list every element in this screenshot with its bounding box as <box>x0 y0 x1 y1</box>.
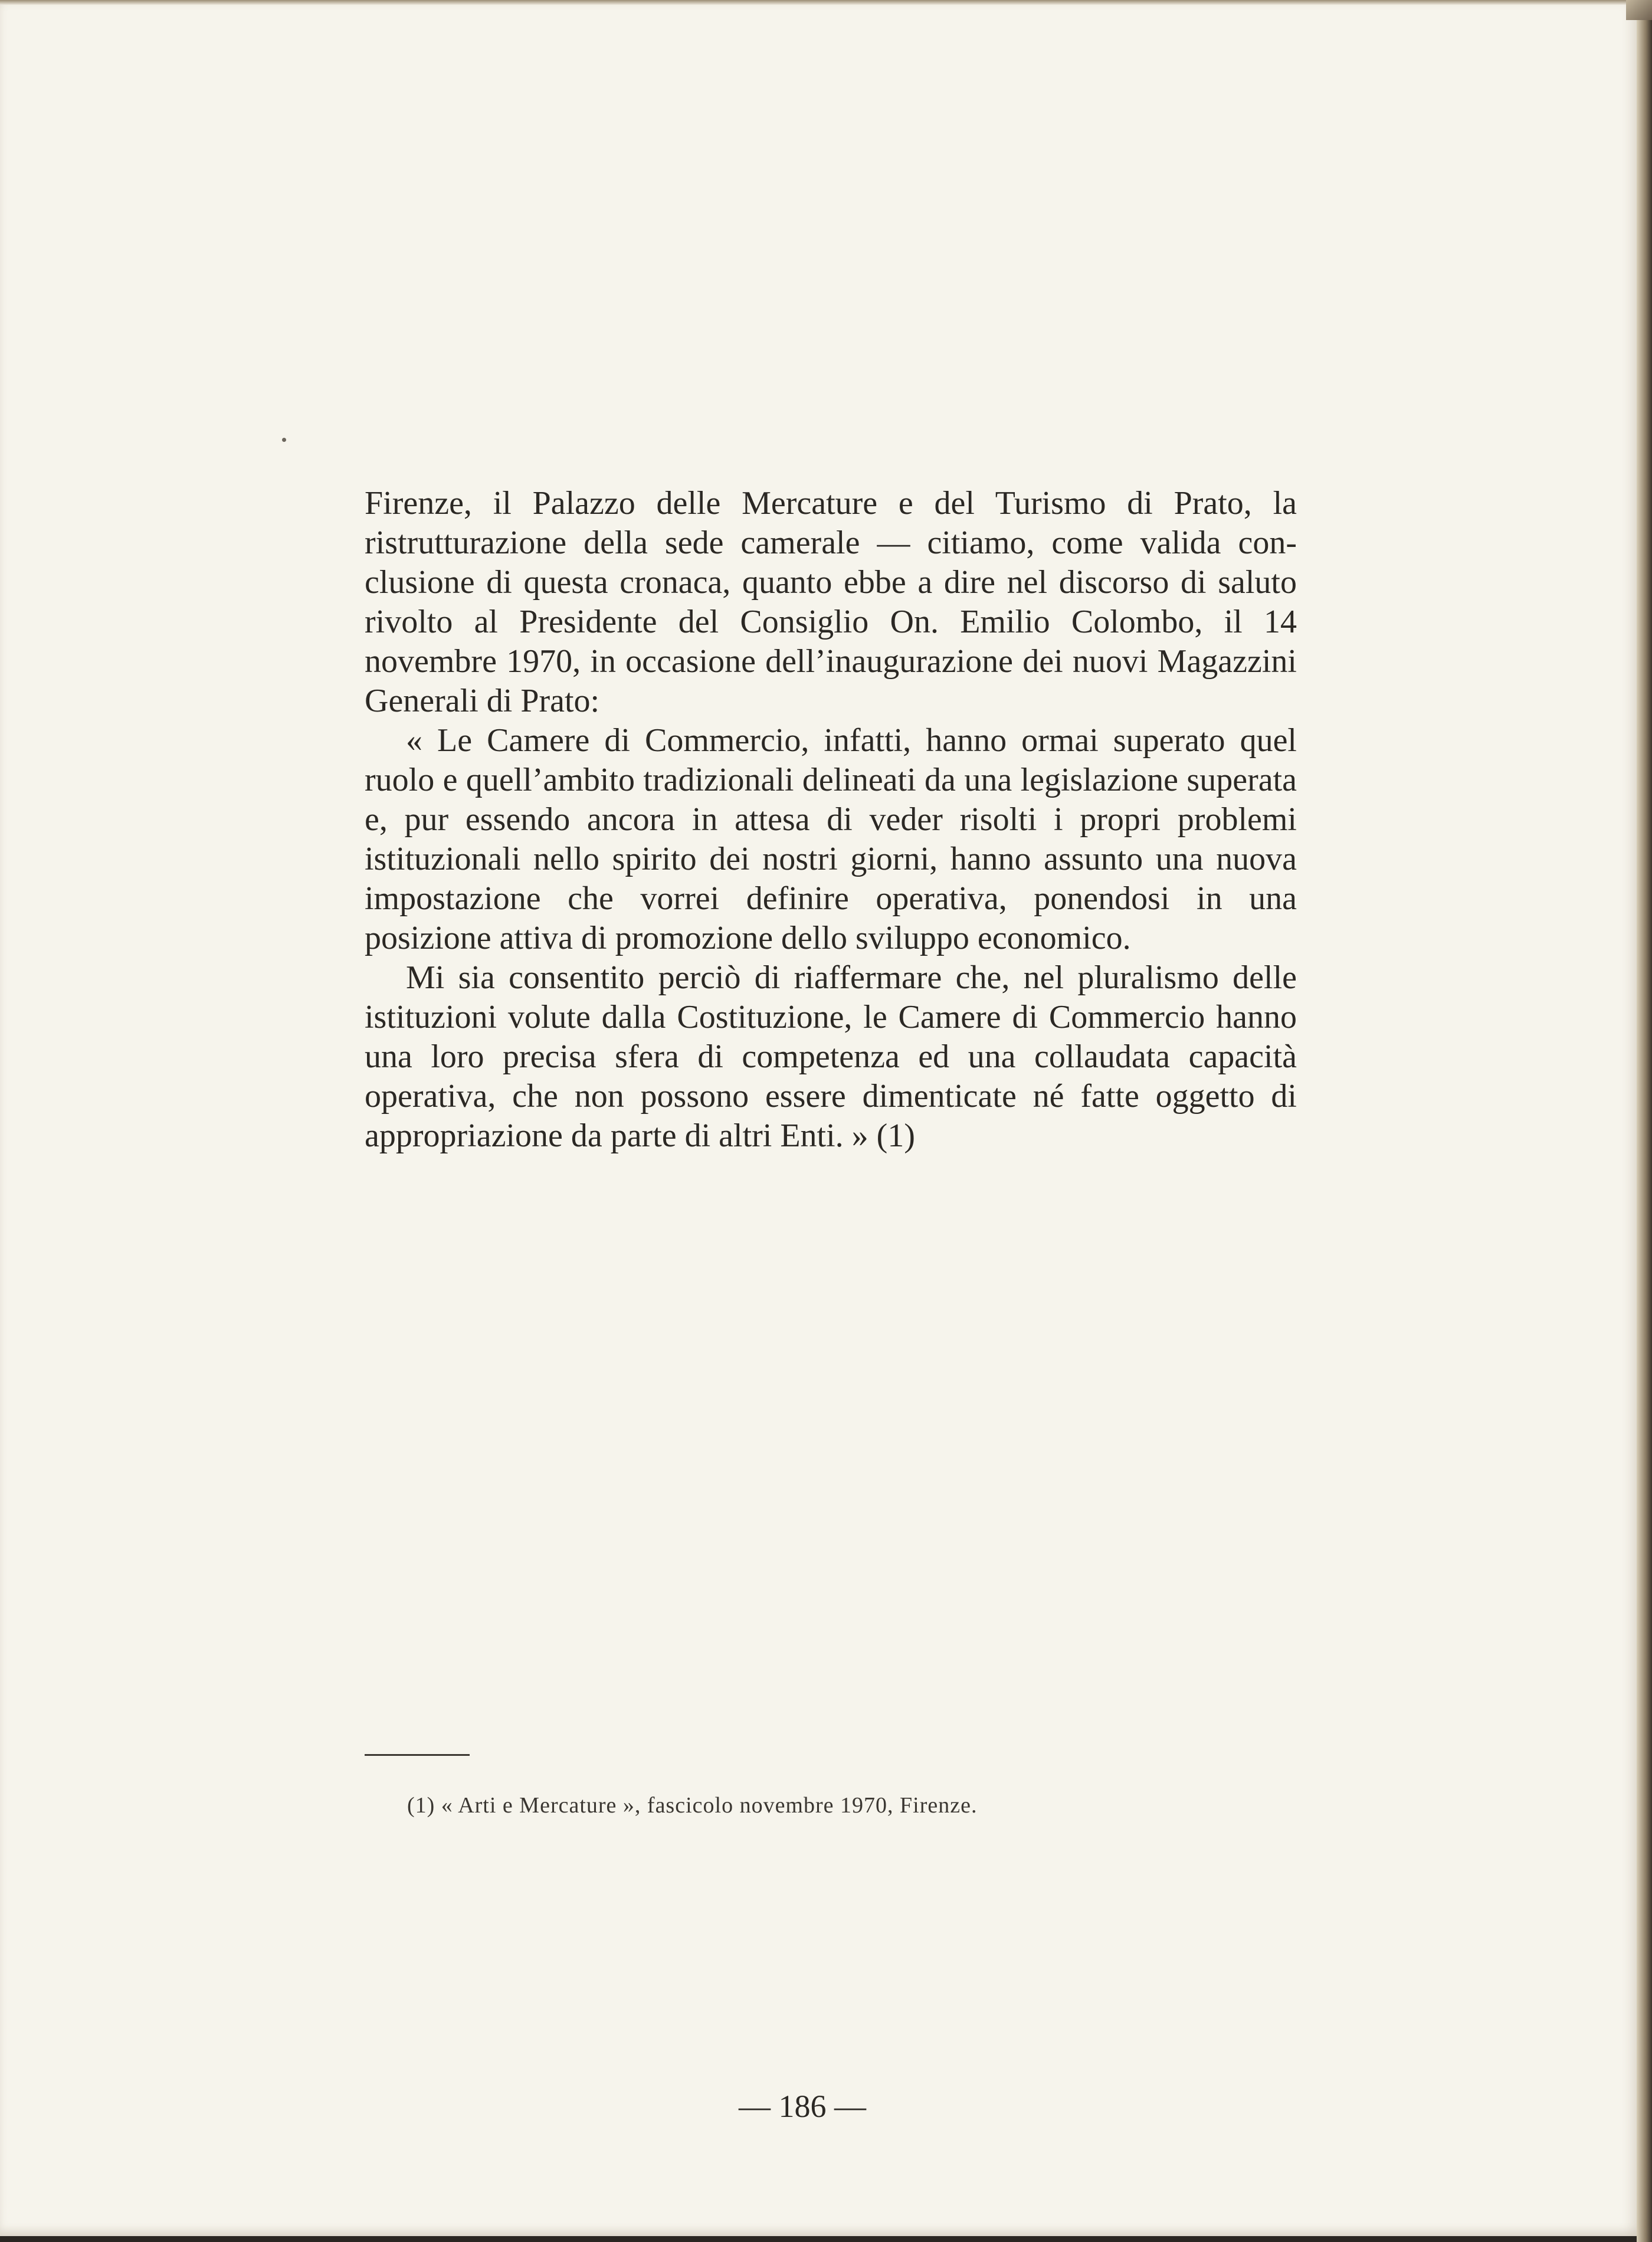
page-top-edge <box>0 0 1652 5</box>
footnote-separator <box>365 1754 470 1756</box>
page-right-edge <box>1637 0 1652 2242</box>
ink-speck <box>282 438 286 442</box>
footnote: (1) « Arti e Mercature », fascicolo novembre 1970, Firenze. <box>407 1793 978 1818</box>
paragraph-2-quote: « Le Camere di Commercio, infatti, hanno ormai superato quel ruolo e quell’ambito tradizionali delineati da una legislazione superata e, pur essendo ancora in attesa di veder risolti i propri problemi istituzionali nello spirito dei nostri giorni, hanno assunto una nuova impostazione che vorrei definire operativa, ponendosi in una posizione attiva di promozione dello sviluppo economico. <box>365 722 1297 956</box>
paragraph-3-quote: Mi sia consentito perciò di riaffermare che, nel pluralismo delle istituzioni volute dalla Costituzione, le Camere di Commercio hanno una loro precisa sfera di competenza ed una collaudata capacità operativa, che non possono essere dimenticate né fatte oggetto di appropriazione da parte di altri Enti. » (1) <box>365 959 1297 1154</box>
page-number: — 186 — <box>739 2089 866 2124</box>
page-corner <box>1626 0 1652 20</box>
paragraph-1: Firenze, il Palazzo delle Mercature e del Turismo di Prato, la ristrutturazione della sede camerale — citiamo, come valida conclusione di questa cronaca, quanto ebbe a dire nel discorso di saluto rivolto al Presidente del Consiglio On. Emilio Colombo, il 14 novembre 1970, in occasione dell’inaugurazione dei nuovi Magazzini Generali di Prato: <box>365 485 1297 719</box>
body-text <box>365 484 1297 1156</box>
